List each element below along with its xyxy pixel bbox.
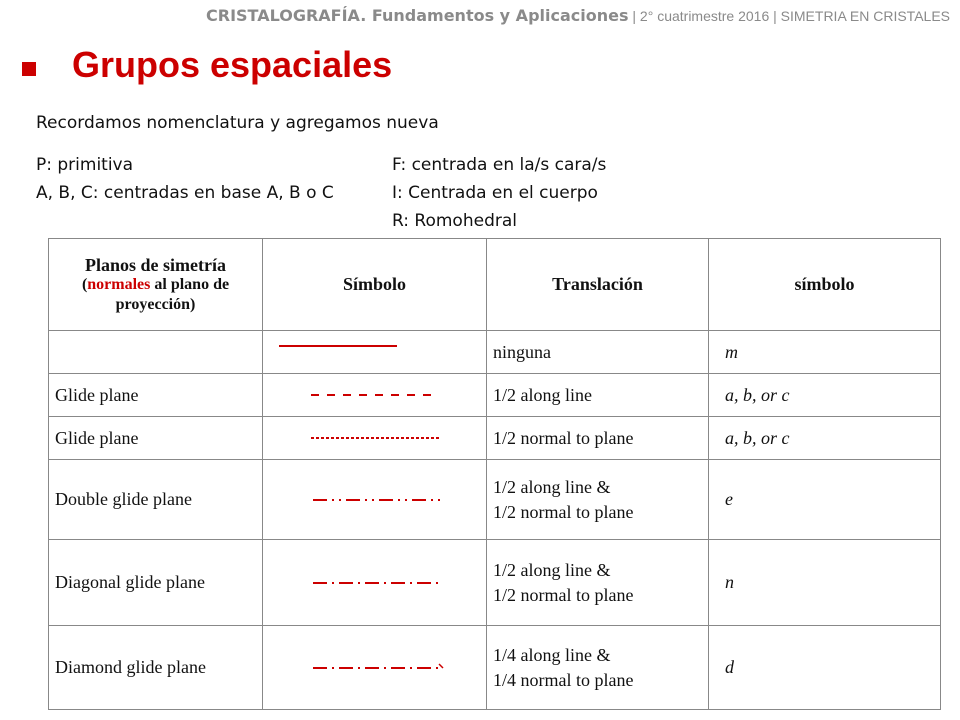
plane-name (49, 331, 263, 374)
header-planes-sub (55, 275, 256, 315)
plane-name: Diagonal glide plane (49, 540, 263, 626)
header-planes-main: Planos de simetría (85, 254, 226, 275)
header-translation: Translación (487, 239, 709, 331)
symbol-line-cell (263, 626, 487, 710)
plane-name: Glide plane (49, 417, 263, 460)
dash-dot-dot-line-icon (275, 490, 475, 510)
slide-header (206, 6, 950, 25)
symbol-line-cell (263, 460, 487, 540)
symbol-letter: a, b, or c (709, 417, 941, 460)
symbol-letter: d (709, 626, 941, 710)
title-bullet-icon (22, 62, 36, 76)
table-row (49, 417, 941, 460)
symbol-letter: n (709, 540, 941, 626)
translation-line: 1/4 along line & (493, 644, 611, 665)
legend-item: R: Romohedral (392, 211, 517, 231)
legend-item: P: primitiva (36, 155, 134, 175)
translation: 1/2 along line (487, 374, 709, 417)
translation (487, 460, 709, 540)
slide-title: Grupos espaciales (72, 44, 393, 85)
translation: ninguna (487, 331, 709, 374)
dash-dot-arrow-line-icon (275, 658, 475, 678)
dotted-line-icon (275, 428, 475, 448)
table-header-row (49, 239, 941, 331)
legend-item: F: centrada en la/s cara/s (392, 155, 607, 175)
symbol-line-cell (263, 331, 487, 374)
header-symbol-graphic: Símbolo (263, 239, 487, 331)
course-meta: | 2° cuatrimestre 2016 | SIMETRIA EN CRISTALES (628, 8, 950, 24)
solid-line-icon (275, 342, 475, 362)
header-planes-rest: al plano de proyección) (115, 275, 230, 313)
table-row (49, 331, 941, 374)
dash-dot-line-icon (275, 573, 475, 593)
slide-subtitle: Recordamos nomenclatura y agregamos nueva (36, 113, 439, 133)
translation: 1/2 normal to plane (487, 417, 709, 460)
legend-item: A, B, C: centradas en base A, B o C (36, 183, 334, 203)
symbol-line-cell (263, 540, 487, 626)
symbol-letter: e (709, 460, 941, 540)
symbol-line-cell (263, 374, 487, 417)
translation-line: 1/2 normal to plane (493, 501, 634, 522)
symbol-letter: m (709, 331, 941, 374)
header-symbol-letter: símbolo (709, 239, 941, 331)
table-row (49, 626, 941, 710)
translation-line: 1/2 along line & (493, 476, 611, 497)
normales-highlight: normales (87, 275, 151, 293)
plane-name: Glide plane (49, 374, 263, 417)
symmetry-planes-table (48, 238, 941, 710)
symbol-letter: a, b, or c (709, 374, 941, 417)
table-row (49, 540, 941, 626)
paren: ( (81, 275, 88, 293)
header-planes (49, 239, 263, 331)
plane-name: Diamond glide plane (49, 626, 263, 710)
plane-name: Double glide plane (49, 460, 263, 540)
table-row (49, 460, 941, 540)
translation-line: 1/4 normal to plane (493, 669, 634, 690)
legend-right (392, 151, 606, 235)
legend-left (36, 151, 334, 207)
translation-line: 1/2 normal to plane (493, 584, 634, 605)
dashed-line-icon (275, 385, 475, 405)
translation-line: 1/2 along line & (493, 559, 611, 580)
symbol-line-cell (263, 417, 487, 460)
table-row (49, 374, 941, 417)
translation (487, 626, 709, 710)
translation (487, 540, 709, 626)
legend-item: I: Centrada en el cuerpo (392, 183, 598, 203)
course-title: CRISTALOGRAFÍA. Fundamentos y Aplicaciones (206, 6, 629, 25)
